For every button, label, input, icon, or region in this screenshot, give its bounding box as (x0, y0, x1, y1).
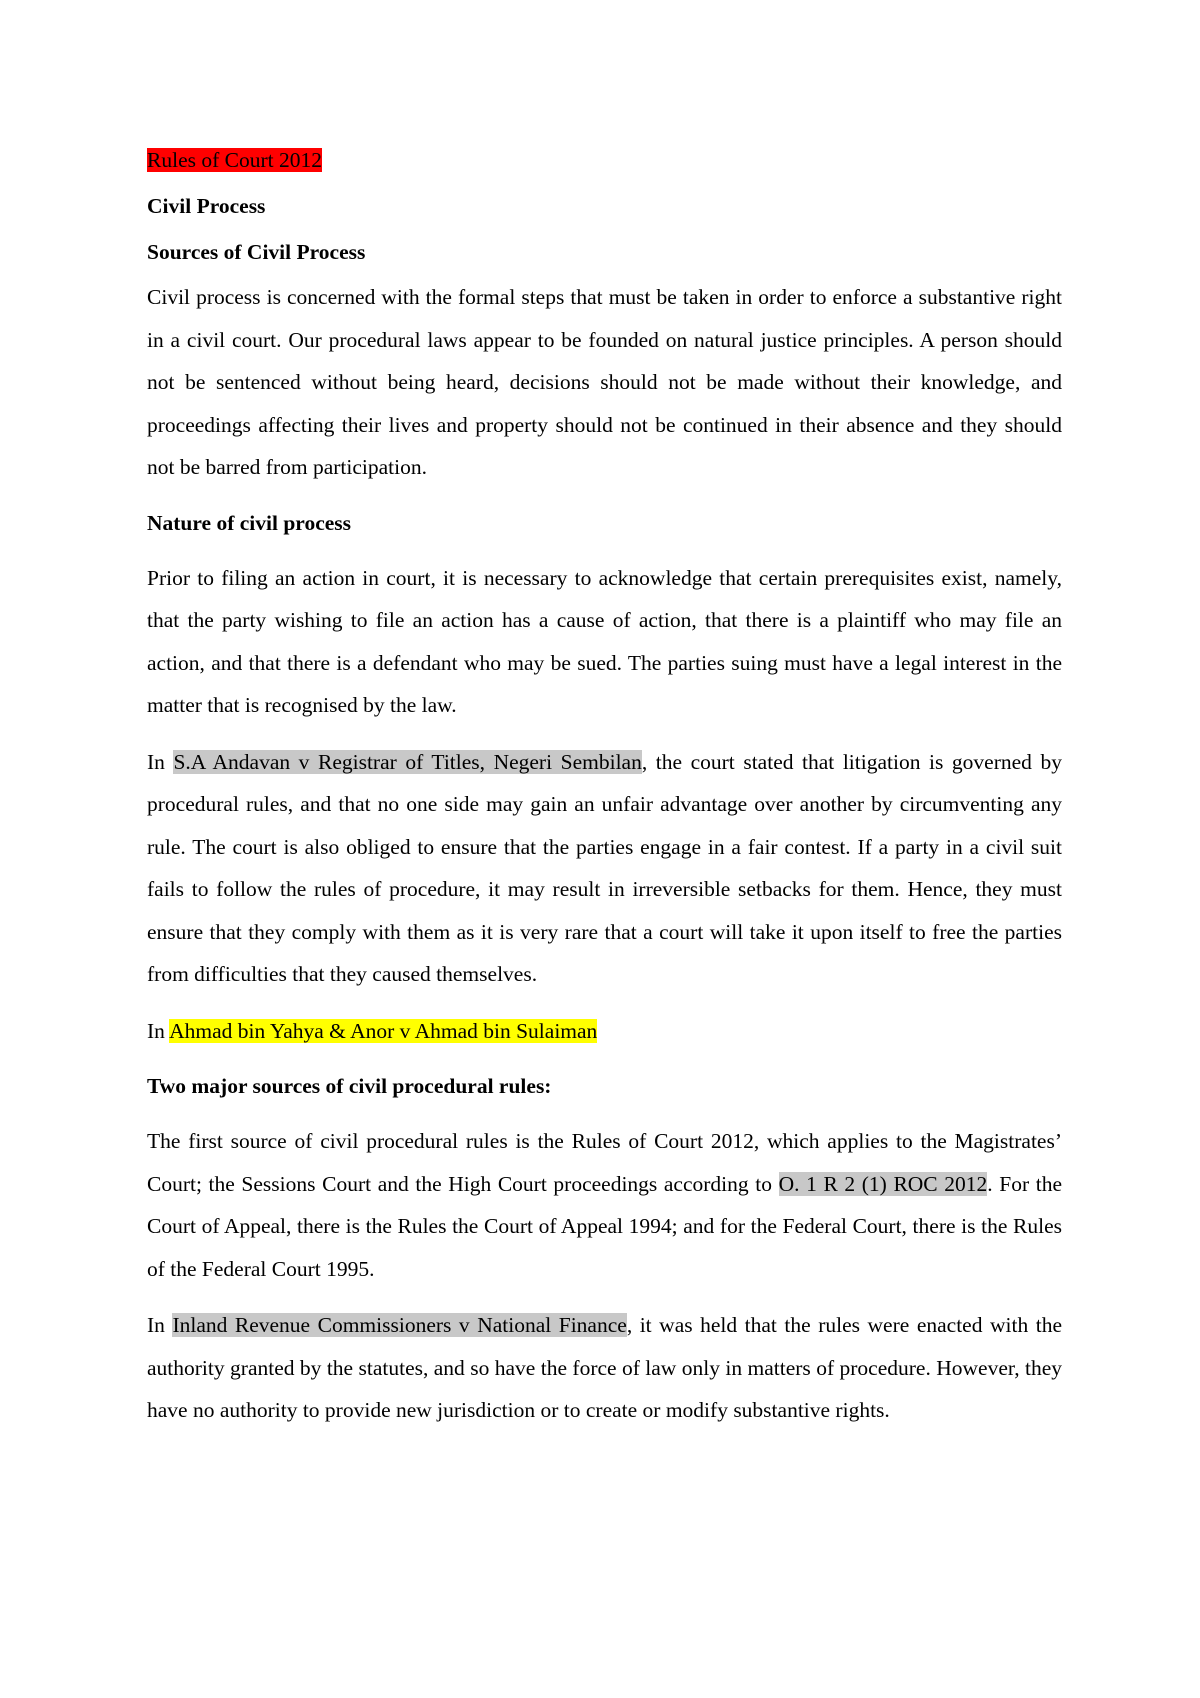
document-page (147, 140, 1062, 1432)
case-name-ahmad: Ahmad bin Yahya & Anor v Ahmad bin Sulaiman (169, 1018, 598, 1043)
andavan-text: , the court stated that litigation is governed by procedural rules, and that no one side may gain an unfair advantage over another by circumventing any rule. The court is also obliged to ensure that the parties engage in a fair contest. If a party in a civil suit fails to follow the rules of procedure, it may result in irreversible setbacks for them. Hence, they must ensure that they comply with them as it is very rare that a court will take it upon itself to free the parties from difficulties that they caused themselves. (147, 749, 1062, 986)
inland-prefix: In (147, 1313, 173, 1337)
paragraph-inland-revenue (147, 1304, 1062, 1432)
heading-civil-process: Civil Process (147, 194, 266, 218)
inland-text: , it was held that the rules were enacted with the authority granted by the statutes, and so have the force of law only in matters of procedure. However, they have no authority to provide new jurisdiction or to create or modify substantive rights. (147, 1313, 1062, 1422)
rule-reference: O. 1 R 2 (1) ROC 2012 (778, 1171, 988, 1196)
first-source-text-end: . For the Court of Appeal, there is the Rules the Court of Appeal 1994; and for the Federal Court, there is the Rules of the Federal Court 1995. (147, 1171, 1062, 1281)
heading-two-major-sources: Two major sources of civil procedural rules: (147, 1074, 552, 1098)
heading-sources-of-civil-process: Sources of Civil Process (147, 240, 366, 264)
paragraph-ahmad (147, 1010, 1062, 1053)
paragraph-sources: Civil process is concerned with the formal steps that must be taken in order to enforce a substantive right in a civil court. Our procedural laws appear to be founded on natural justice principles. A person should not be sentenced without being heard, decisions should not be made without their knowledge, and proceedings affecting their lives and property should not be continued in their absence and they should not be barred from participation. (147, 285, 1062, 479)
document-title (147, 140, 1062, 180)
case-name-andavan: S.A Andavan v Registrar of Titles, Negeri Sembilan (173, 749, 642, 774)
first-source-text: The first source of civil procedural rules is the Rules of Court 2012, which applies to the Magistrates’ Court; the Sessions Court and the High Court proceedings according to (147, 1129, 1062, 1196)
case-name-inland-revenue: Inland Revenue Commissioners v National Finance (172, 1313, 627, 1337)
title-highlight: Rules of Court 2012 (147, 148, 322, 172)
ahmad-prefix: In (147, 1018, 170, 1043)
paragraph-nature: Prior to filing an action in court, it is necessary to acknowledge that certain prerequisites exist, namely, that the party wishing to file an action has a cause of action, that there is a plaintiff who may file an action, and that there is a defendant who may be sued. The parties suing must have a legal interest in the matter that is recognised by the law. (147, 565, 1062, 717)
paragraph-first-source (147, 1120, 1062, 1290)
andavan-prefix: In (147, 749, 174, 774)
paragraph-andavan (147, 741, 1062, 996)
heading-nature-of-civil-process: Nature of civil process (147, 510, 352, 535)
